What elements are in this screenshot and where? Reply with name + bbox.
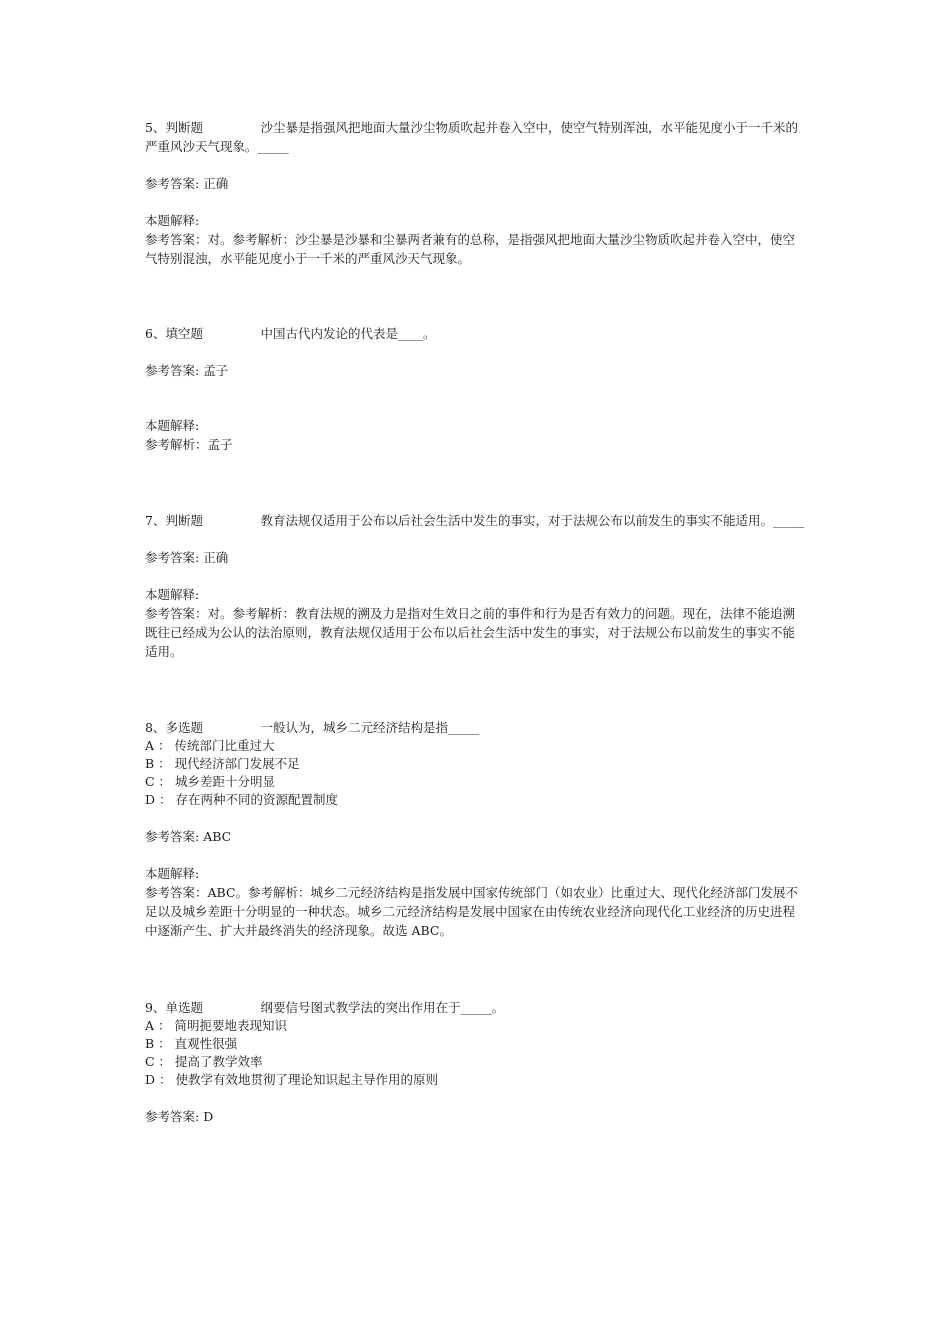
- answer-line: [145, 827, 805, 846]
- answer-line: [145, 548, 805, 567]
- explanation-label: 本题解释:: [145, 587, 200, 602]
- explanation-label: 本题解释:: [145, 866, 200, 881]
- question-number: 8、: [145, 720, 166, 735]
- explanation-text: 参考答案：对。参考解析：沙尘暴是沙暴和尘暴两者兼有的总称，是指强风把地面大量沙尘物质吹起并卷入空中，使空气特别混浊，水平能见度小于一千米的严重风沙天气现象。: [145, 232, 796, 266]
- option-a: A ： 传统部门比重过大: [145, 738, 275, 753]
- question-text: 教育法规仅适用于公布以后社会生活中发生的事实，对于法规公布以前发生的事实不能适用。_____: [260, 513, 805, 528]
- question-8: [145, 718, 805, 940]
- question-stem: [145, 718, 805, 737]
- answer-label: 参考答案:: [145, 550, 200, 565]
- answer-line: [145, 174, 805, 193]
- option-d: D ： 存在两种不同的资源配置制度: [145, 792, 338, 807]
- answer-line: [145, 361, 805, 380]
- question-stem: [145, 511, 805, 530]
- explanation-text: 参考答案：对。参考解析：教育法规的溯及力是指对生效日之前的事件和行为是否有效力的问题。现在，法律不能追溯既往已经成为公认的法治原则，教育法规仅适用于公布以后社会生活中发生的事实，对于法规公布以前发生的事实不能适用。: [145, 606, 796, 659]
- option-b: B ： 现代经济部门发展不足: [145, 756, 300, 771]
- answer-label: 参考答案:: [145, 829, 200, 844]
- explanation-label: 本题解释:: [145, 418, 200, 433]
- question-number: 6、: [145, 326, 166, 341]
- answer-value: 正确: [203, 550, 229, 565]
- answer-value: ABC: [203, 829, 232, 844]
- question-type: 判断题: [165, 513, 203, 528]
- question-type: 判断题: [165, 120, 203, 135]
- option-d: D ： 使教学有效地贯彻了理论知识起主导作用的原则: [145, 1072, 438, 1087]
- question-number: 7、: [145, 513, 166, 528]
- option-a: A ： 简明扼要地表现知识: [145, 1018, 287, 1033]
- question-6: [145, 324, 805, 454]
- option-c: C ： 提高了教学效率: [145, 1054, 263, 1069]
- question-7: [145, 511, 805, 661]
- question-stem: [145, 118, 805, 156]
- answer-label: 参考答案:: [145, 1109, 200, 1124]
- explanation-text: 参考解析：孟子: [145, 437, 233, 452]
- answer-value: 正确: [203, 176, 229, 191]
- document-page: [145, 118, 805, 1126]
- question-type: 多选题: [165, 720, 203, 735]
- answer-line: [145, 1107, 805, 1126]
- option-c: C ： 城乡差距十分明显: [145, 774, 276, 789]
- option-b: B ： 直观性很强: [145, 1036, 238, 1051]
- question-type: 单选题: [165, 1000, 203, 1015]
- answer-label: 参考答案:: [145, 363, 200, 378]
- question-number: 5、: [145, 120, 166, 135]
- question-text: 中国古代内发论的代表是____。: [260, 326, 436, 341]
- question-text: 一般认为，城乡二元经济结构是指_____: [260, 720, 480, 735]
- question-text: 纲要信号图式教学法的突出作用在于_____。: [260, 1000, 505, 1015]
- answer-value: D: [203, 1109, 214, 1124]
- answer-value: 孟子: [203, 363, 229, 378]
- question-9: [145, 998, 805, 1126]
- question-type: 填空题: [165, 326, 203, 341]
- answer-label: 参考答案:: [145, 176, 200, 191]
- question-number: 9、: [145, 1000, 166, 1015]
- explanation-text: 参考答案：ABC。参考解析：城乡二元经济结构是指发展中国家传统部门（如农业）比重过大、现代化经济部门发展不足以及城乡差距十分明显的一种状态。城乡二元经济结构是发展中国家在由传统农业经济向现代化工业经济的历史进程中逐渐产生、扩大并最终消失的经济现象。故选 ABC。: [145, 885, 799, 938]
- question-stem: [145, 998, 805, 1017]
- question-5: [145, 118, 805, 268]
- question-text: 沙尘暴是指强风把地面大量沙尘物质吹起并卷入空中，使空气特别浑浊，水平能见度小于一千米的严重风沙天气现象。_____: [145, 120, 798, 154]
- explanation-label: 本题解释:: [145, 213, 200, 228]
- question-stem: [145, 324, 805, 343]
